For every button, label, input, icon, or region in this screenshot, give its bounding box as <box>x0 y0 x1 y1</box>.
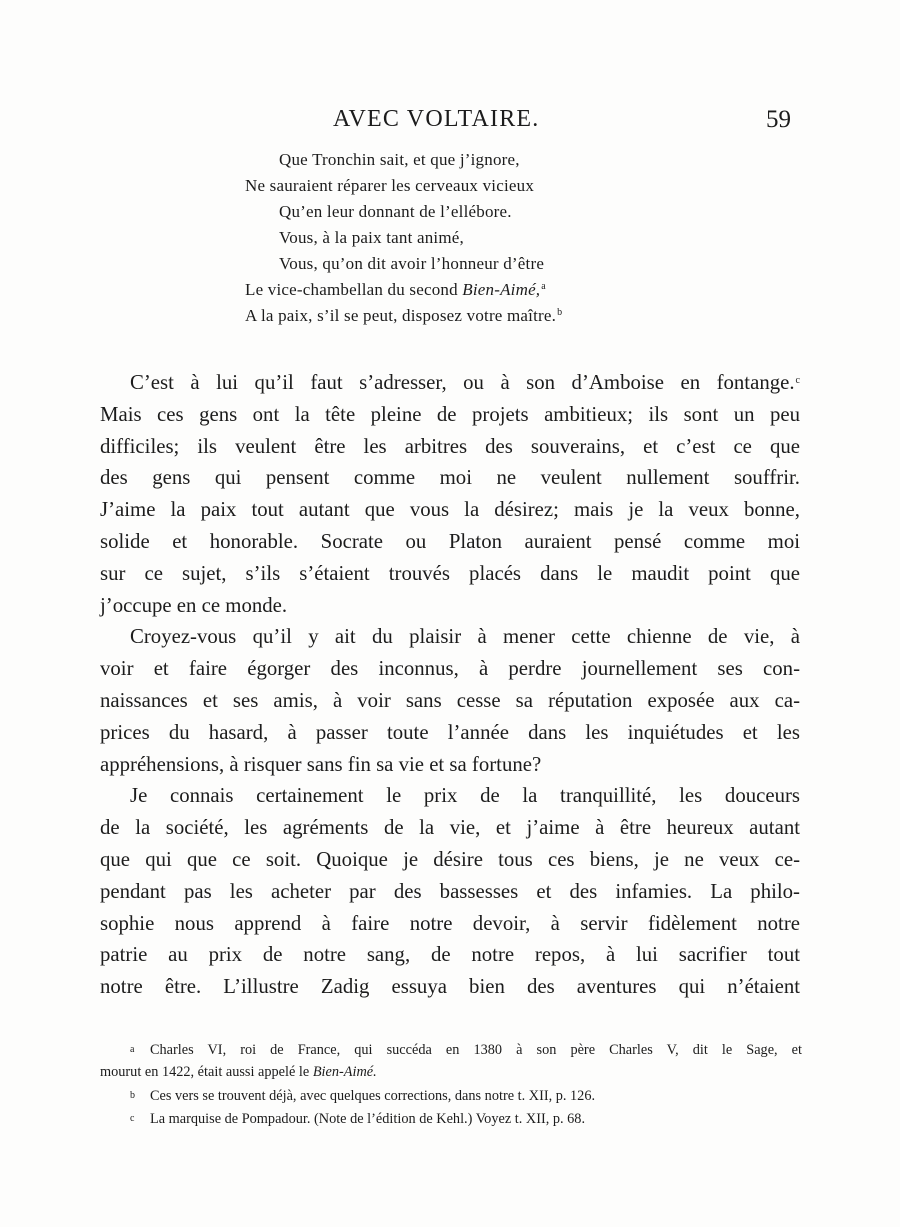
verse-line-text: A la paix, s’il se peut, disposez votre maître. <box>245 306 557 325</box>
footnote-c <box>100 1107 802 1130</box>
footnote-ref-c[interactable]: c <box>795 375 800 386</box>
footnote-mark: b <box>130 1090 135 1101</box>
body-line: pendant pas les acheter par des bassesses et des infamies. La philo- <box>100 879 800 903</box>
body-line: que qui que ce soit. Quoique je désire tous ces biens, je ne veux ce- <box>100 847 800 871</box>
footnote-a <box>100 1038 802 1061</box>
verse-line: Vous, qu’on dit avoir l’honneur d’être <box>279 254 545 273</box>
footnote-b <box>100 1084 802 1107</box>
verse-line: Que Tronchin sait, et que j’ignore, <box>279 150 520 169</box>
verse-line <box>245 306 562 332</box>
footnote-ref-b[interactable]: b <box>557 307 563 318</box>
verse-line <box>245 280 546 306</box>
body-line-text: C’est à lui qu’il faut s’adresser, ou à son d’Amboise en fontange. <box>130 371 795 394</box>
body-line: des gens qui pensent comme moi ne veulent nullement souffrir. <box>100 466 800 490</box>
body-line: sur ce sujet, s’ils s’étaient trouvés placés dans le maudit point que <box>100 561 800 585</box>
verse-line: Qu’en leur donnant de l’ellébore. <box>279 202 512 221</box>
running-head <box>0 106 900 136</box>
footnote-text: mourut en 1422, était aussi appelé le <box>100 1064 310 1080</box>
body-line: prices du hasard, à passer toute l’année dans les inquiétudes et les <box>100 720 800 744</box>
body-line: sophie nous apprend à faire notre devoir, à servir fidèlement notre <box>100 911 800 935</box>
footnotes <box>100 1038 802 1130</box>
footnote-a-continuation <box>100 1061 802 1084</box>
footnote-text: Ces vers se trouvent déjà, avec quelques corrections, dans notre t. XII, p. 126. <box>150 1088 596 1104</box>
footnote-text: Charles VI, roi de France, qui succéda en 1380 à son père Charles V, dit le Sage, et <box>150 1042 802 1058</box>
running-title: AVEC VOLTAIRE. <box>333 106 540 132</box>
page-number: 59 <box>766 106 791 133</box>
body-line: patrie au prix de notre sang, de notre repos, à lui sacrifier tout <box>100 943 800 967</box>
footnote-mark: c <box>130 1113 135 1124</box>
body-line: difficiles; ils veulent être les arbitres des souverains, et c’est ce que <box>100 434 800 458</box>
footnote-text: La marquise de Pompadour. (Note de l’édition de Kehl.) Voyez t. XII, p. 68. <box>150 1111 586 1127</box>
body-line: J’aime la paix tout autant que vous la désirez; mais je la veux bonne, <box>100 498 800 522</box>
body-line: Mais ces gens ont la tête pleine de projets ambitieux; ils sont un peu <box>100 402 800 426</box>
verse-line: Vous, à la paix tant animé, <box>279 228 464 247</box>
body-text <box>100 367 800 1003</box>
footnote-mark: a <box>130 1044 135 1055</box>
body-line: notre être. L’illustre Zadig essuya bien des aventures qui n’étaient <box>100 975 800 999</box>
footnote-italic: Bien-Aimé. <box>312 1064 377 1080</box>
body-line: naissances et ses amis, à voir sans cesse sa réputation exposée aux ca- <box>100 688 800 712</box>
body-line <box>100 367 800 399</box>
body-line: solide et honorable. Socrate ou Platon auraient pensé comme moi <box>100 529 800 553</box>
verse-italic-title: Bien-Aimé, <box>462 280 541 299</box>
footnote-ref-a[interactable]: a <box>541 281 546 292</box>
body-line: de la société, les agréments de la vie, et j’aime à être heureux autant <box>100 816 800 840</box>
body-line: appréhensions, à risquer sans fin sa vie et sa fortune? <box>100 752 542 776</box>
body-line: Je connais certainement le prix de la tranquillité, les douceurs <box>130 784 800 808</box>
body-line: voir et faire égorger des inconnus, à perdre journellement ses con- <box>100 657 800 681</box>
verse-line-text: Le vice-chambellan du second <box>245 280 458 299</box>
verse-line: Ne sauraient réparer les cerveaux vicieux <box>245 176 535 195</box>
body-line: Croyez-vous qu’il y ait du plaisir à mener cette chienne de vie, à <box>130 625 800 649</box>
body-line: j’occupe en ce monde. <box>100 593 288 617</box>
